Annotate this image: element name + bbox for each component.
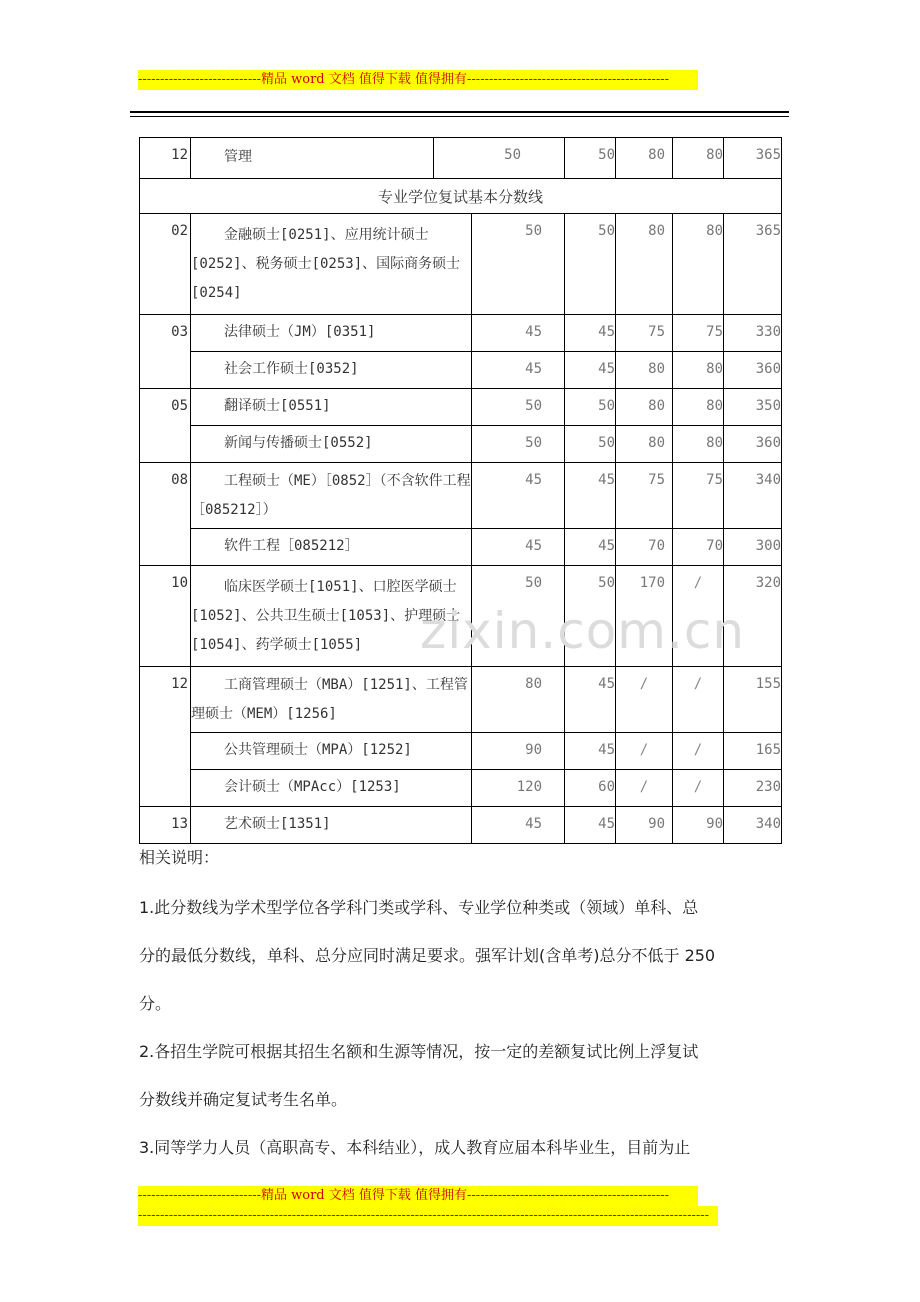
row-score-4: / (673, 667, 724, 733)
row-score-2: 45 (565, 315, 616, 352)
row-score-1: 50 (472, 389, 565, 426)
notes-line: 2.各招生学院可根据其招生名额和生源等情况，按一定的差额复试比例上浮复试 (139, 1042, 699, 1061)
row-name: 工程硕士（ME）［0852］（不含软件工程［085212］） (191, 463, 472, 529)
notes-line: 1.此分数线为学术型学位各学科门类或学科、专业学位种类或（领域）单科、总 (139, 898, 699, 917)
row-score-3: 90 (616, 807, 673, 844)
row-name: 翻译硕士[0551] (191, 389, 472, 426)
row-name: 公共管理硕士（MPA）[1252] (191, 733, 472, 770)
row-total: 340 (724, 807, 782, 844)
row-score-1: 45 (472, 352, 565, 389)
row-name: 艺术硕士[1351] (191, 807, 472, 844)
table-row (140, 214, 782, 315)
row-code: 10 (140, 566, 191, 667)
table-row (140, 770, 782, 807)
row-score-1: 90 (472, 733, 565, 770)
row-score-4: 75 (673, 315, 724, 352)
table-row (140, 426, 782, 463)
table-row (140, 138, 782, 179)
row-name: 管理 (191, 138, 434, 179)
row-score-3: / (616, 770, 673, 807)
row-score-4: 80 (673, 352, 724, 389)
row-score-4: 70 (673, 529, 724, 566)
table-row (140, 315, 782, 352)
table-row (140, 463, 782, 529)
row-total: 320 (724, 566, 782, 667)
notes-line: 3.同等学力人员（高职高专、本科结业），成人教育应届本科毕业生，目前为止 (139, 1138, 691, 1157)
row-score-1: 45 (472, 807, 565, 844)
row-score-4: / (673, 770, 724, 807)
row-score-2: 45 (565, 733, 616, 770)
row-score-3: 80 (616, 352, 673, 389)
footer-banner-text: ----------------------------精品 word 文档 值得下载 值得拥有---------------------------------------------- (138, 1188, 670, 1203)
row-total: 360 (724, 352, 782, 389)
row-total: 365 (724, 214, 782, 315)
row-score-4: / (673, 566, 724, 667)
section-title: 专业学位复试基本分数线 (140, 179, 782, 214)
row-score-1: 50 (472, 426, 565, 463)
row-name: 金融硕士[0251]、应用统计硕士[0252]、税务硕士[0253]、国际商务硕士[0254] (191, 214, 472, 315)
notes-section (139, 834, 782, 1172)
header-banner-text: ----------------------------精品 word 文档 值得下载 值得拥有---------------------------------------------- (138, 72, 670, 87)
row-score-1: 50 (434, 138, 565, 179)
row-score-4: 75 (673, 463, 724, 529)
header-rule-thin (130, 116, 789, 117)
row-score-4: 80 (673, 138, 724, 179)
row-code: 03 (140, 315, 191, 389)
row-score-1: 120 (472, 770, 565, 807)
row-score-1: 50 (472, 214, 565, 315)
row-score-1: 45 (472, 315, 565, 352)
footer-banner (138, 1186, 698, 1206)
notes-line: 分。 (139, 994, 172, 1013)
row-name: 工商管理硕士（MBA）[1251]、工程管理硕士（MEM）[1256] (191, 667, 472, 733)
header-banner (138, 70, 698, 90)
row-score-3: 80 (616, 214, 673, 315)
footer-dashes-text: ---------------------------------------------------------------------------------------------------------------------------------- (138, 1208, 710, 1223)
row-total: 340 (724, 463, 782, 529)
row-score-1: 80 (472, 667, 565, 733)
row-score-2: 45 (565, 352, 616, 389)
watermark: zixin.com.cn (420, 602, 746, 660)
table-row (140, 667, 782, 733)
row-code: 12 (140, 667, 191, 807)
row-score-4: 80 (673, 426, 724, 463)
row-code: 08 (140, 463, 191, 566)
row-score-3: 80 (616, 426, 673, 463)
notes-heading: 相关说明： (139, 848, 220, 867)
row-score-4: 90 (673, 807, 724, 844)
row-score-3: 70 (616, 529, 673, 566)
table-row (140, 389, 782, 426)
row-score-3: 75 (616, 463, 673, 529)
row-score-2: 45 (565, 667, 616, 733)
row-name: 临床医学硕士[1051]、口腔医学硕士[1052]、公共卫生硕士[1053]、护理硕士[1054]、药学硕士[1055] (191, 566, 472, 667)
row-score-3: / (616, 733, 673, 770)
row-total: 365 (724, 138, 782, 179)
row-code: 05 (140, 389, 191, 463)
row-score-2: 50 (565, 214, 616, 315)
footer-dashes (138, 1206, 718, 1226)
section-header-row (140, 179, 782, 214)
row-score-3: 170 (616, 566, 673, 667)
row-total: 350 (724, 389, 782, 426)
row-score-3: 75 (616, 315, 673, 352)
row-score-2: 50 (565, 138, 616, 179)
score-table (139, 137, 782, 844)
row-score-2: 45 (565, 463, 616, 529)
row-score-1: 50 (472, 566, 565, 667)
row-score-1: 45 (472, 529, 565, 566)
table-row (140, 733, 782, 770)
table-row (140, 529, 782, 566)
row-total: 165 (724, 733, 782, 770)
row-code: 12 (140, 138, 191, 179)
row-name: 法律硕士（JM）[0351] (191, 315, 472, 352)
row-score-4: / (673, 733, 724, 770)
row-score-1: 45 (472, 463, 565, 529)
row-score-2: 50 (565, 426, 616, 463)
row-score-2: 45 (565, 529, 616, 566)
row-score-4: 80 (673, 214, 724, 315)
row-score-2: 50 (565, 566, 616, 667)
row-total: 230 (724, 770, 782, 807)
row-total: 360 (724, 426, 782, 463)
row-total: 300 (724, 529, 782, 566)
table-row (140, 352, 782, 389)
row-name: 新闻与传播硕士[0552] (191, 426, 472, 463)
row-score-3: 80 (616, 138, 673, 179)
row-code: 13 (140, 807, 191, 844)
row-score-2: 45 (565, 807, 616, 844)
notes-line: 分数线并确定复试考生名单。 (139, 1090, 348, 1109)
row-score-3: / (616, 667, 673, 733)
notes-line: 分的最低分数线，单科、总分应同时满足要求。强军计划(含单考)总分不低于 250 (139, 946, 716, 965)
row-score-4: 80 (673, 389, 724, 426)
row-total: 155 (724, 667, 782, 733)
row-score-2: 60 (565, 770, 616, 807)
row-score-2: 50 (565, 389, 616, 426)
row-name: 社会工作硕士[0352] (191, 352, 472, 389)
row-name: 软件工程［085212］ (191, 529, 472, 566)
row-code: 02 (140, 214, 191, 315)
row-total: 330 (724, 315, 782, 352)
header-rule-thick (130, 111, 789, 113)
row-score-3: 80 (616, 389, 673, 426)
row-name: 会计硕士（MPAcc）[1253] (191, 770, 472, 807)
